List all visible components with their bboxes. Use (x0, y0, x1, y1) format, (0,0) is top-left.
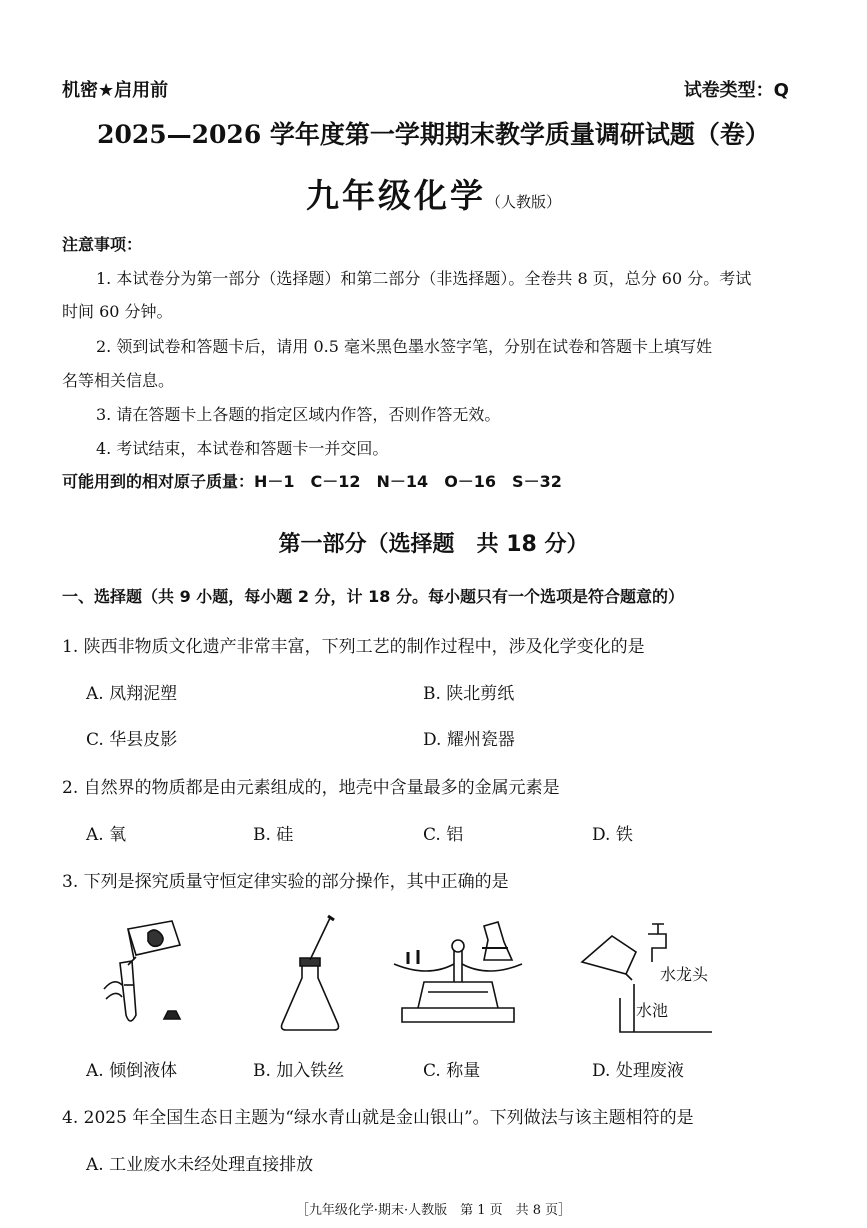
q2-option-a: A. 氧 (86, 825, 127, 845)
faucet-label: 水龙头 (660, 965, 709, 984)
subject-line (0, 170, 867, 217)
notice-item-2-cont: 名等相关信息。 (62, 371, 175, 390)
section-instructions: 一、选择题（共 9 小题，每小题 2 分，计 18 分。每小题只有一个选项是符合题意的） (62, 587, 684, 606)
q2-option-c: C. 铝 (423, 825, 464, 845)
atomic-mass-line: 可能用到的相对原子质量：H－1 C－12 N－14 O－16 S－32 (62, 472, 562, 491)
confidential-mark: 机密★启用前 (62, 80, 169, 101)
notice-item-1-cont: 时间 60 分钟。 (62, 302, 173, 321)
page-footer: ［九年级化学·期末·人教版 第 1 页 共 8 页］ (295, 1203, 572, 1218)
exam-title: 2025—2026 学年度第一学期期末教学质量调研试题（卷） (97, 120, 770, 149)
sink-label: 水池 (636, 1001, 669, 1020)
q3-option-d: D. 处理废液 (592, 1061, 684, 1081)
paper-type: 试卷类型：Q (683, 80, 789, 101)
notice-item-3: 3. 请在答题卡上各题的指定区域内作答，否则作答无效。 (96, 405, 501, 424)
q4-option-a: A. 工业废水未经处理直接排放 (86, 1155, 314, 1175)
pouring-liquid-figure (98, 915, 208, 1035)
q1-option-a: A. 凤翔泥塑 (86, 684, 178, 704)
subject-title: 九年级化学 (305, 176, 486, 215)
q2-option-b: B. 硅 (253, 825, 294, 845)
q3-option-a: A. 倾倒液体 (86, 1061, 178, 1081)
part1-title: 第一部分（选择题 共 18 分） (278, 532, 589, 557)
q3-option-b: B. 加入铁丝 (253, 1061, 345, 1081)
question-4-stem: 4. 2025 年全国生态日主题为“绿水青山就是金山银山”。下列做法与该主题相符的是 (62, 1108, 694, 1128)
edition-label: （人教版） (485, 193, 561, 211)
question-2-stem: 2. 自然界的物质都是由元素组成的，地壳中含量最多的金属元素是 (62, 778, 560, 798)
notice-item-1: 1. 本试卷分为第一部分（选择题）和第二部分（非选择题）。全卷共 8 页，总分 60 分。考试 (96, 269, 752, 288)
q3-option-c: C. 称量 (423, 1061, 481, 1081)
q1-option-b: B. 陕北剪纸 (423, 684, 515, 704)
notice-item-2: 2. 领到试卷和答题卡后，请用 0.5 毫米黑色墨水签字笔，分别在试卷和答题卡上填写姓 (96, 337, 712, 356)
question-3-stem: 3. 下列是探究质量守恒定律实验的部分操作，其中正确的是 (62, 872, 509, 892)
q1-option-c: C. 华县皮影 (86, 730, 178, 750)
balance-figure (388, 912, 528, 1037)
question-1-stem: 1. 陕西非物质文化遗产非常丰富，下列工艺的制作过程中，涉及化学变化的是 (62, 637, 645, 657)
notice-heading: 注意事项： (62, 235, 143, 254)
q1-option-d: D. 耀州瓷器 (423, 730, 515, 750)
flask-figure (266, 912, 356, 1037)
q2-option-d: D. 铁 (592, 825, 633, 845)
notice-item-4: 4. 考试结束，本试卷和答题卡一并交回。 (96, 439, 389, 458)
